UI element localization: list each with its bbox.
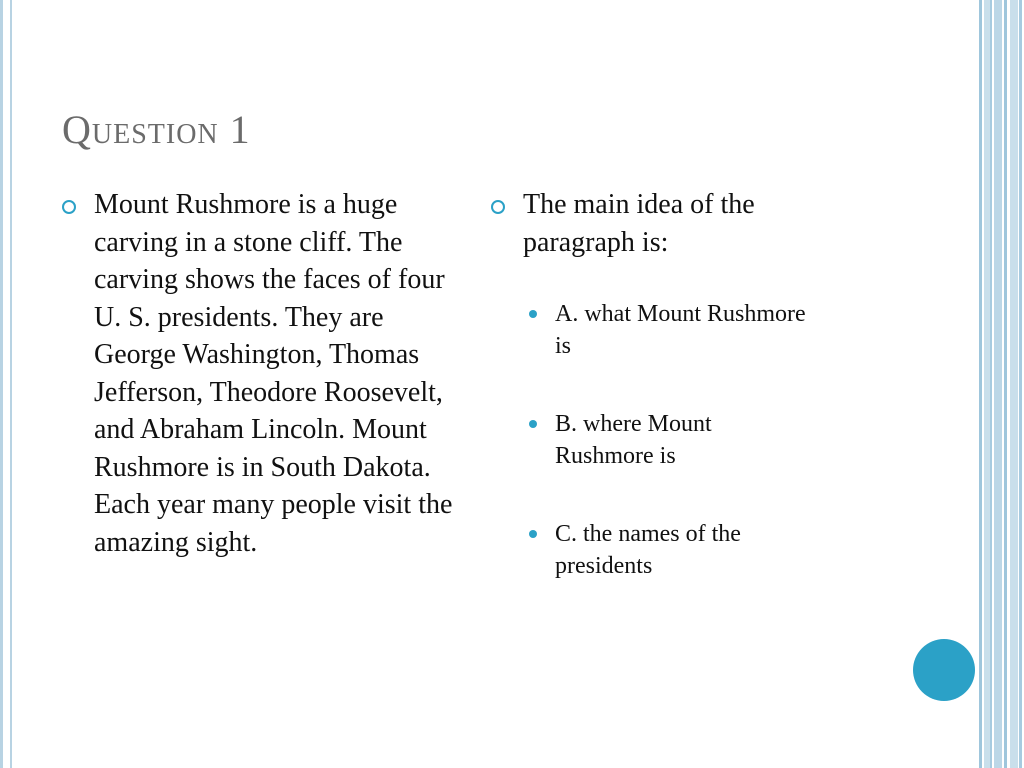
ring-bullet-icon (491, 200, 505, 214)
question-prompt: The main idea of the paragraph is: (523, 189, 755, 258)
right-stripe (1019, 0, 1022, 768)
answer-options (491, 298, 861, 582)
passage-text: Mount Rushmore is a huge carving in a stone cliff. The carving shows the faces of four U. S. presidents. They are George Washington, Thomas Jefferson, Theodore Roosevelt, and Abraham Lincoln. Mount Rushmore is in South Dakota. Each year many people visit the amazing sight. (94, 189, 453, 558)
dot-bullet-icon (529, 530, 537, 538)
paragraph-bullet-item (62, 186, 457, 561)
right-column (491, 186, 861, 628)
answer-option-text: B. where Mount Rushmore is (555, 411, 712, 469)
dot-bullet-icon (529, 310, 537, 318)
slide-title: Question 1 (62, 107, 251, 152)
left-column (62, 186, 457, 561)
right-stripe (990, 0, 992, 768)
left-frame-line (0, 0, 3, 768)
right-stripe (994, 0, 1002, 768)
answer-option-text: A. what Mount Rushmore is (555, 301, 806, 359)
dot-bullet-icon (529, 420, 537, 428)
decorative-circle (913, 639, 975, 701)
ring-bullet-icon (62, 200, 76, 214)
right-stripe (979, 0, 982, 768)
question-bullet-item (491, 186, 861, 261)
left-frame-line-inner (10, 0, 12, 768)
answer-option-c (529, 518, 861, 582)
answer-option-a (529, 298, 861, 362)
right-stripe (1004, 0, 1007, 768)
answer-option-text: C. the names of the presidents (555, 521, 741, 579)
right-stripe (1010, 0, 1018, 768)
answer-option-b (529, 408, 861, 472)
